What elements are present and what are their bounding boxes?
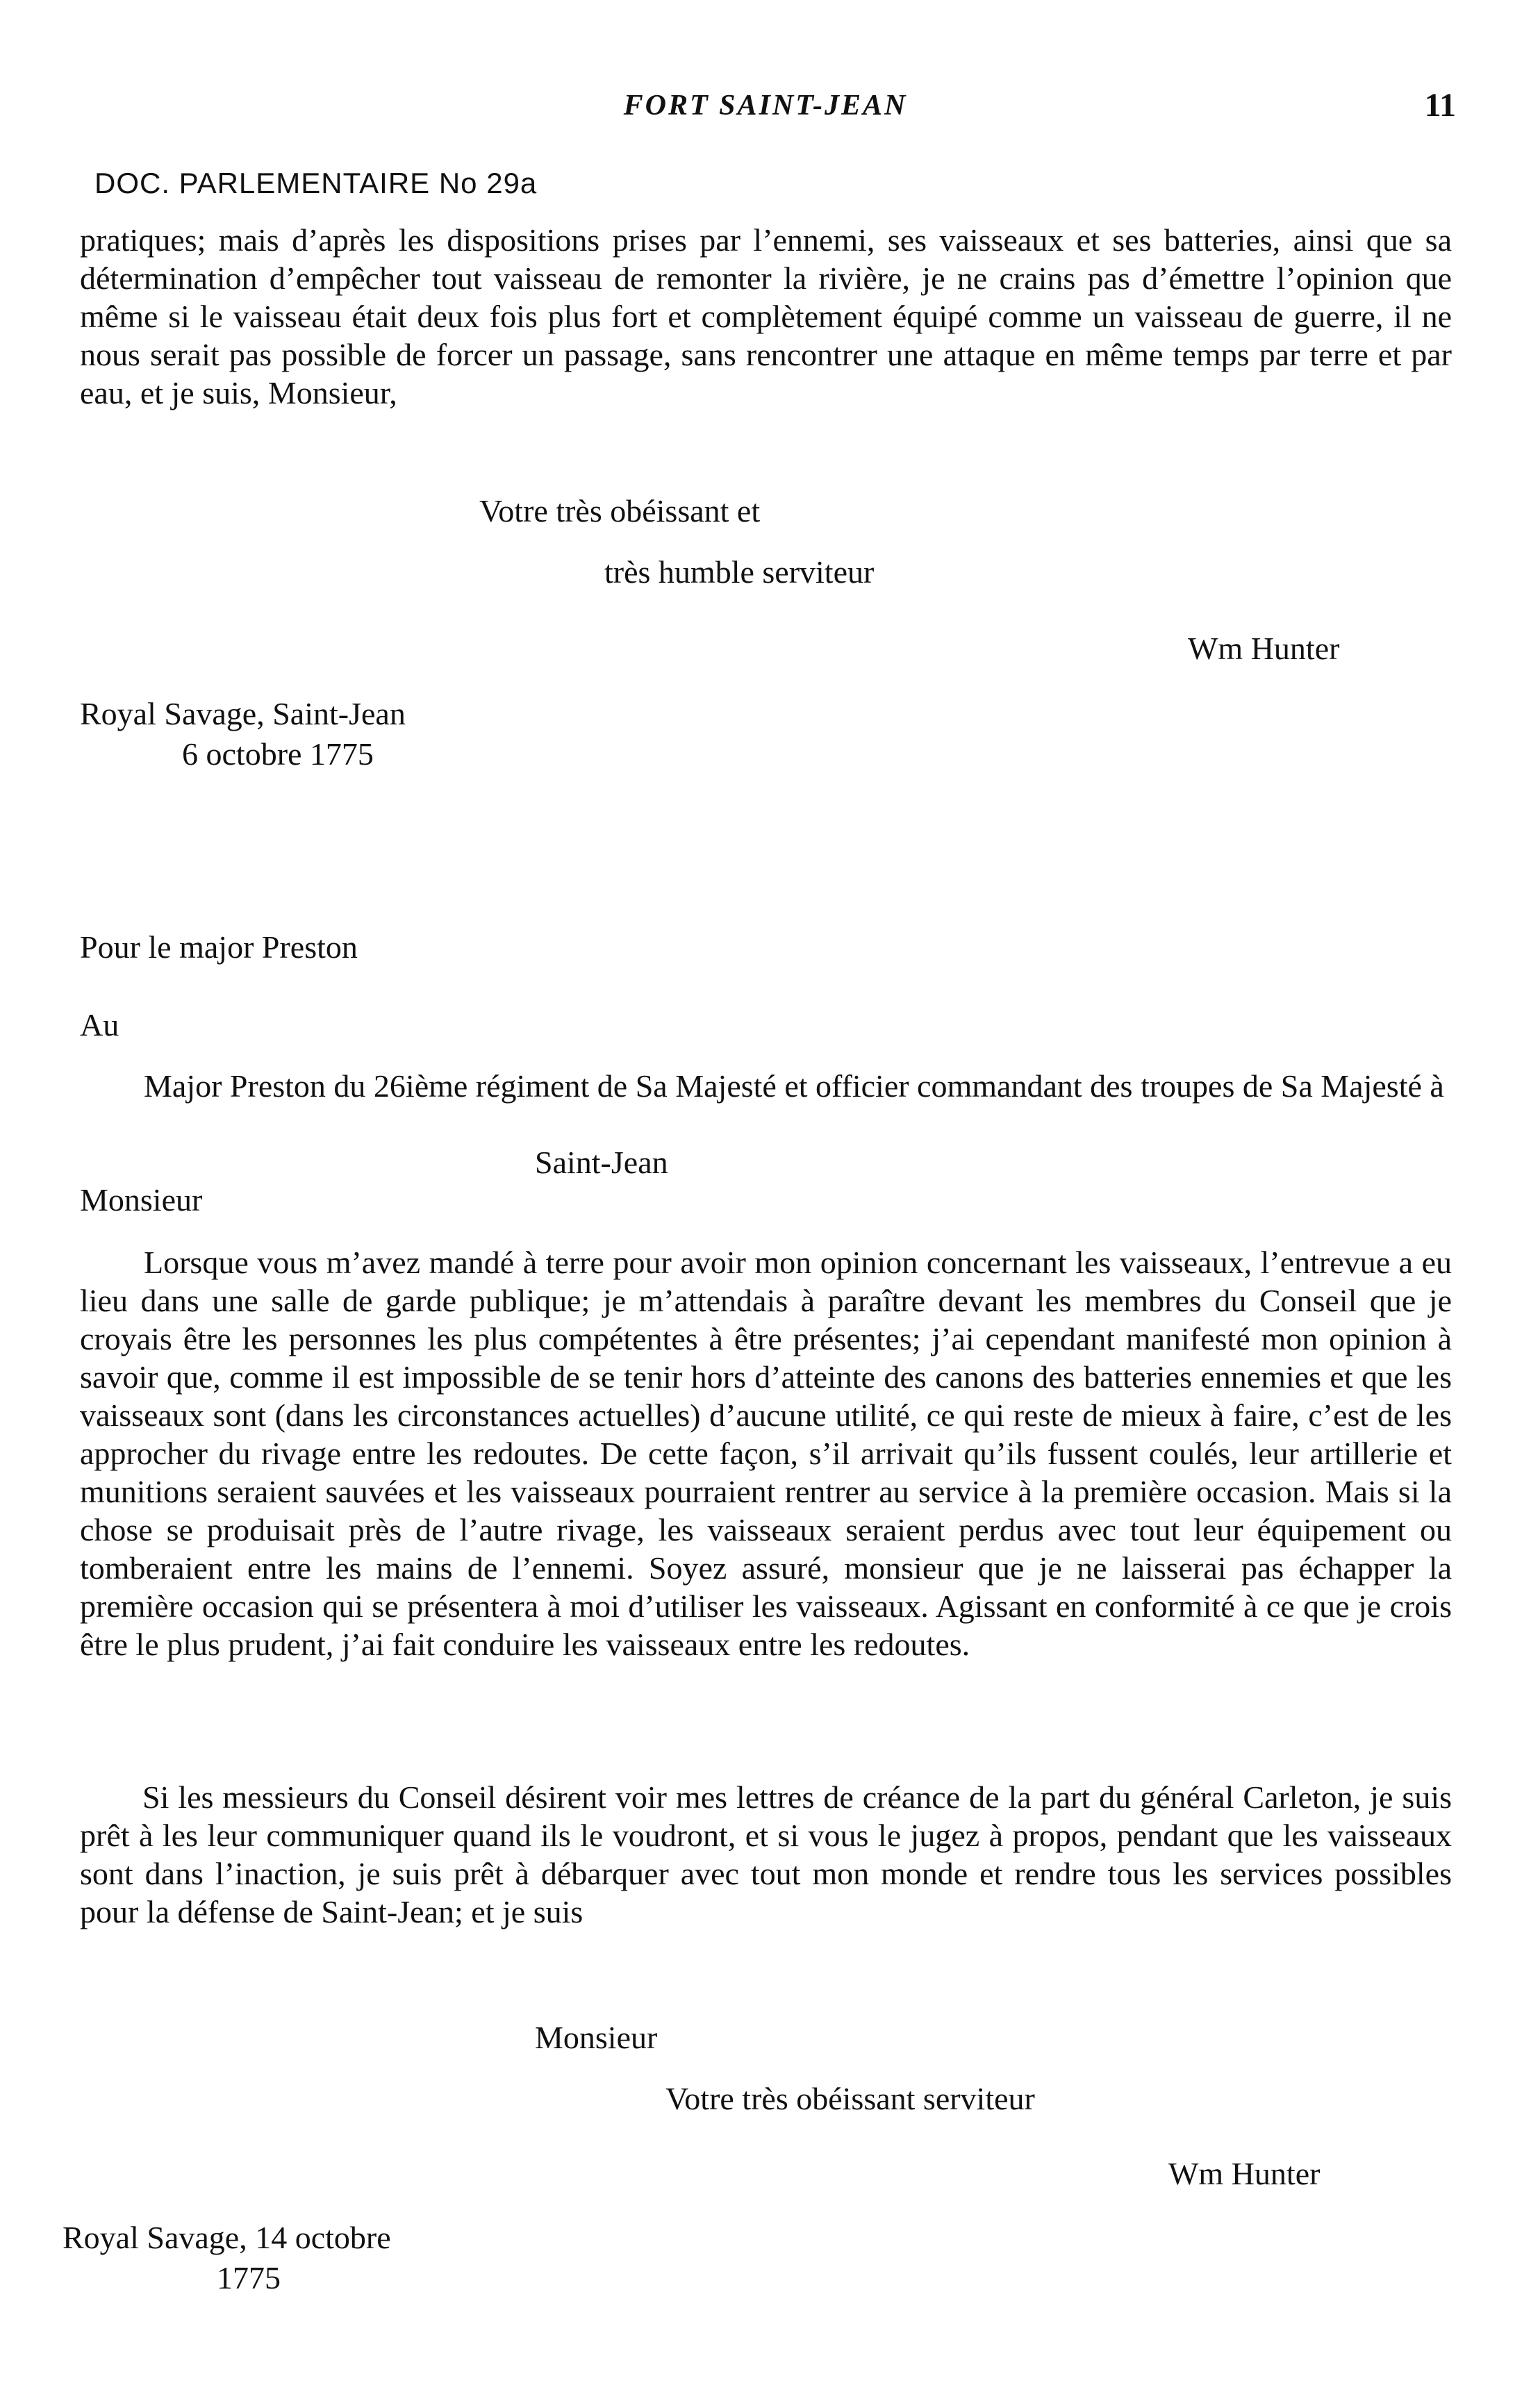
letter1-closing-line2: très humble serviteur [604,554,875,590]
letter2-salutation: Monsieur [80,1182,203,1218]
doc-label: DOC. PARLEMENTAIRE No 29a [94,167,538,199]
letter2-paragraph2: Si les messieurs du Conseil désirent voir mes lettres de créance de la part du général Carleton, je suis prêt à les leur communiquer quand ils le voudront, et si vous le jugez à propos, pendant que les vaisseaux sont dans l’inaction, je suis prêt à débarquer avec tout mon monde et rendre tous les services possibles pour la défense de Saint-Jean; et je suis [80,1779,1452,1929]
letter1-date: 6 octobre 1775 [182,736,374,772]
letter1-closing-line1: Votre très obéissant et [479,493,761,529]
letter1-signature: Wm Hunter [1188,631,1340,666]
running-title: FORT SAINT-JEAN [623,90,908,122]
page-number: 11 [1424,87,1456,124]
letter2-addressee: Pour le major Preston [80,929,358,965]
letter2-recipient: Major Preston du 26ième régiment de Sa Majesté et officier commandant des troupes de Sa Majesté à [144,1068,1444,1104]
letter2-closing-line1: Monsieur [535,2020,658,2055]
letter2-recipient-city: Saint-Jean [535,1145,668,1180]
letter2-closing-line2: Votre très obéissant serviteur [665,2081,1035,2116]
letter2-au: Au [80,1007,119,1043]
letter2-paragraph1: Lorsque vous m’avez mandé à terre pour avoir mon opinion concernant les vaisseaux, l’entrevue a eu lieu dans une salle de garde publique; je m’attendais à paraître devant les membres du Conseil que je croyais être les personnes les plus compétentes à être présentes; j’ai cependant manifesté mon opinion à savoir que, comme il est impossible de se tenir hors d’atteinte des canons des batteries ennemies et que les vaisseaux sont (dans les circonstances actuelles) d’aucune utilité, ce qui reste de mieux à faire, c’est de les approcher du rivage entre les redoutes. De cette façon, s’il arrivait qu’ils fussent coulés, leur artillerie et munitions seraient sauvées et les vaisseaux pourraient rentrer au service à la première occasion. Mais si la chose se produisait près de l’autre rivage, les vaisseaux seraient perdus avec tout leur équipement ou tomberaient entre les mains de l’ennemi. Soyez assuré, monsieur que je ne laisserai pas échapper la première occasion qui se présentera à moi d’utiliser les vaisseaux. Agissant en conformité à ce que je crois être le plus prudent, j’ai fait conduire les vaisseaux entre les redoutes. [80,1245,1452,1662]
letter2-signature: Wm Hunter [1168,2156,1321,2191]
letter2-date: 1775 [217,2260,281,2295]
letter2-place: Royal Savage, 14 octobre [63,2220,391,2255]
letter1-place: Royal Savage, Saint-Jean [80,696,406,731]
letter1-body: pratiques; mais d’après les dispositions prises par l’ennemi, ses vaisseaux et ses batteries, ainsi que sa détermination d’empêcher tout vaisseau de remonter la rivière, je ne crains pas d’émettre l’opinion que même si le vaisseau était deux fois plus fort et complètement équipé comme un vaisseau de guerre, il ne nous serait pas possible de forcer un passage, sans rencontrer une attaque en même temps par terre et par eau, et je suis, Monsieur, [80,222,1452,410]
